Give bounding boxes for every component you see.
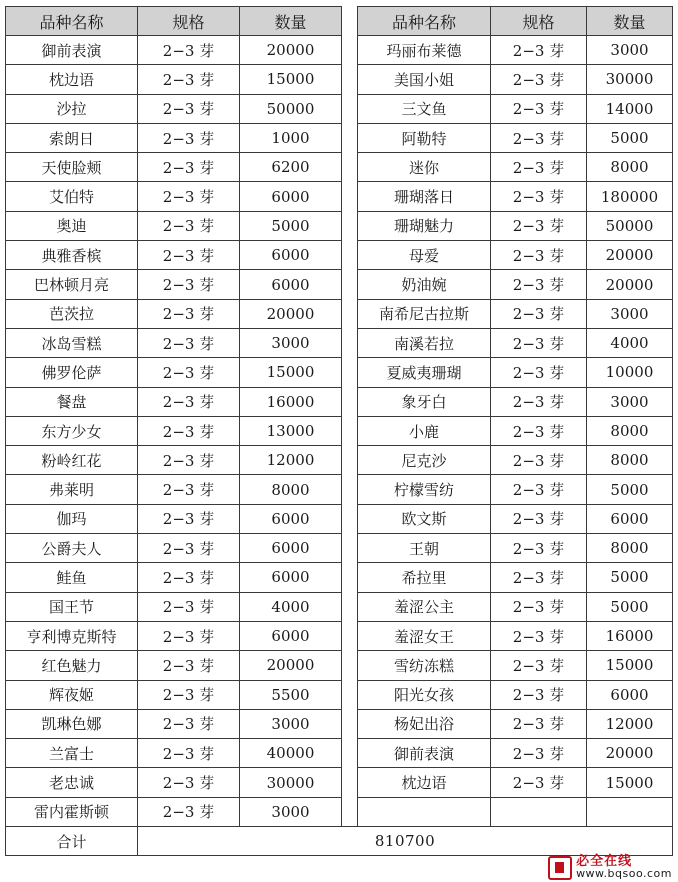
quantity-right: 15000 [587,768,673,797]
variety-name-left: 兰富士 [6,739,138,768]
variety-name-left: 奥迪 [6,211,138,240]
quantity-right: 10000 [587,358,673,387]
header-left-name: 品种名称 [6,7,138,36]
quantity-right: 5000 [587,563,673,592]
column-gap [342,739,358,768]
spec-right: 2−3 芽 [491,709,587,738]
variety-name-left: 国王节 [6,592,138,621]
spec-left: 2−3 芽 [138,94,240,123]
quantity-right: 8000 [587,534,673,563]
column-gap [342,621,358,650]
quantity-right: 8000 [587,153,673,182]
variety-quantity-table [5,6,673,856]
spec-left: 2−3 芽 [138,709,240,738]
column-gap [342,241,358,270]
table-row [6,153,673,182]
spec-right: 2−3 芽 [491,387,587,416]
header-right-name: 品种名称 [358,7,491,36]
spec-right: 2−3 芽 [491,299,587,328]
total-label: 合计 [6,827,138,856]
column-gap [342,7,358,36]
spec-right: 2−3 芽 [491,94,587,123]
quantity-left: 6000 [240,270,342,299]
table-row [6,709,673,738]
quantity-left: 40000 [240,739,342,768]
spec-left: 2−3 芽 [138,563,240,592]
column-gap [342,36,358,65]
table-row [6,797,673,826]
variety-name-right: 希拉里 [358,563,491,592]
quantity-left: 3000 [240,797,342,826]
quantity-right: 16000 [587,621,673,650]
spec-right: 2−3 芽 [491,270,587,299]
variety-name-left: 艾伯特 [6,182,138,211]
column-gap [342,182,358,211]
column-gap [342,94,358,123]
quantity-right: 30000 [587,65,673,94]
bqsoo-logo-icon [548,856,572,880]
variety-name-right: 母爱 [358,241,491,270]
quantity-left: 5500 [240,680,342,709]
variety-name-left: 沙拉 [6,94,138,123]
spec-right: 2−3 芽 [491,211,587,240]
variety-name-left: 老忠诚 [6,768,138,797]
quantity-right: 8000 [587,446,673,475]
spec-left: 2−3 芽 [138,797,240,826]
column-gap [342,153,358,182]
variety-name-right: 小鹿 [358,416,491,445]
table-row [6,739,673,768]
variety-name-right: 阳光女孩 [358,680,491,709]
column-gap [342,211,358,240]
table-body [6,36,673,827]
quantity-left: 13000 [240,416,342,445]
variety-name-right: 迷你 [358,153,491,182]
header-right-qty: 数量 [587,7,673,36]
quantity-left: 6000 [240,621,342,650]
spec-left: 2−3 芽 [138,182,240,211]
table-row [6,123,673,152]
column-gap [342,416,358,445]
quantity-right: 5000 [587,592,673,621]
column-gap [342,651,358,680]
spec-left: 2−3 芽 [138,153,240,182]
spec-right: 2−3 芽 [491,534,587,563]
variety-name-left: 雷内霍斯顿 [6,797,138,826]
variety-name-left: 餐盘 [6,387,138,416]
column-gap [342,680,358,709]
column-gap [342,709,358,738]
quantity-left: 6000 [240,504,342,533]
spec-left: 2−3 芽 [138,270,240,299]
quantity-left: 20000 [240,299,342,328]
spec-right: 2−3 芽 [491,36,587,65]
quantity-right [587,797,673,826]
variety-name-right: 尼克沙 [358,446,491,475]
spec-right: 2−3 芽 [491,651,587,680]
quantity-left: 3000 [240,328,342,357]
table-row [6,446,673,475]
table-row [6,563,673,592]
quantity-right: 12000 [587,709,673,738]
quantity-left: 1000 [240,123,342,152]
column-gap [342,592,358,621]
table-row [6,621,673,650]
quantity-left: 50000 [240,94,342,123]
quantity-right: 4000 [587,328,673,357]
quantity-left: 15000 [240,65,342,94]
spec-left: 2−3 芽 [138,299,240,328]
spec-left: 2−3 芽 [138,504,240,533]
table-row [6,328,673,357]
table-row [6,270,673,299]
variety-name-left: 枕边语 [6,65,138,94]
variety-name-left: 粉岭红花 [6,446,138,475]
spec-left: 2−3 芽 [138,65,240,94]
spec-right: 2−3 芽 [491,739,587,768]
variety-name-right: 阿勒特 [358,123,491,152]
variety-name-right: 夏威夷珊瑚 [358,358,491,387]
variety-name-left: 伽玛 [6,504,138,533]
spec-left: 2−3 芽 [138,680,240,709]
column-gap [342,504,358,533]
variety-name-left: 红色魅力 [6,651,138,680]
header-left-spec: 规格 [138,7,240,36]
quantity-right: 3000 [587,299,673,328]
spec-left: 2−3 芽 [138,475,240,504]
header-left-qty: 数量 [240,7,342,36]
column-gap [342,534,358,563]
table-row [6,299,673,328]
column-gap [342,270,358,299]
quantity-right: 3000 [587,36,673,65]
variety-name-right: 南溪若拉 [358,328,491,357]
quantity-left: 4000 [240,592,342,621]
spec-right: 2−3 芽 [491,416,587,445]
variety-name-left: 鲑鱼 [6,563,138,592]
table-row [6,504,673,533]
variety-name-right: 欧文斯 [358,504,491,533]
variety-name-left: 巴林顿月亮 [6,270,138,299]
total-row [6,827,673,856]
quantity-right: 3000 [587,387,673,416]
table-row [6,768,673,797]
quantity-left: 6200 [240,153,342,182]
variety-name-right: 象牙白 [358,387,491,416]
variety-name-right: 雪纺冻糕 [358,651,491,680]
variety-name-left: 天使脸颊 [6,153,138,182]
table-row [6,358,673,387]
quantity-right: 50000 [587,211,673,240]
table-row [6,241,673,270]
spec-right: 2−3 芽 [491,621,587,650]
table-row [6,416,673,445]
spec-left: 2−3 芽 [138,211,240,240]
quantity-left: 6000 [240,534,342,563]
column-gap [342,328,358,357]
spec-right: 2−3 芽 [491,563,587,592]
spec-right: 2−3 芽 [491,446,587,475]
total-value: 810700 [138,827,673,856]
variety-name-right: 御前表演 [358,739,491,768]
spec-right: 2−3 芽 [491,123,587,152]
quantity-left: 5000 [240,211,342,240]
watermark [548,856,672,880]
quantity-left: 6000 [240,182,342,211]
quantity-right: 14000 [587,94,673,123]
spec-left: 2−3 芽 [138,328,240,357]
spec-left: 2−3 芽 [138,768,240,797]
quantity-right: 20000 [587,270,673,299]
variety-name-right: 珊瑚落日 [358,182,491,211]
spec-left: 2−3 芽 [138,739,240,768]
column-gap [342,358,358,387]
spec-left: 2−3 芽 [138,123,240,152]
spec-left: 2−3 芽 [138,446,240,475]
table-row [6,534,673,563]
header-right-spec: 规格 [491,7,587,36]
spec-right: 2−3 芽 [491,241,587,270]
spec-right: 2−3 芽 [491,475,587,504]
quantity-right: 15000 [587,651,673,680]
column-gap [342,65,358,94]
variety-name-left: 亨利博克斯特 [6,621,138,650]
variety-name-left: 冰岛雪糕 [6,328,138,357]
column-gap [342,123,358,152]
quantity-right: 6000 [587,504,673,533]
quantity-left: 20000 [240,651,342,680]
spec-right: 2−3 芽 [491,504,587,533]
spec-right: 2−3 芽 [491,153,587,182]
variety-name-right: 玛丽布莱德 [358,36,491,65]
variety-name-left: 索朗日 [6,123,138,152]
variety-name-right: 王朝 [358,534,491,563]
watermark-cn: 必全在线 [576,854,633,869]
variety-name-left: 东方少女 [6,416,138,445]
variety-name-left: 弗莱明 [6,475,138,504]
quantity-right: 5000 [587,475,673,504]
table-header-row [6,7,673,36]
variety-name-right: 南希尼古拉斯 [358,299,491,328]
column-gap [342,797,358,826]
spec-right: 2−3 芽 [491,680,587,709]
quantity-left: 8000 [240,475,342,504]
spec-right [491,797,587,826]
spec-left: 2−3 芽 [138,416,240,445]
spec-left: 2−3 芽 [138,534,240,563]
variety-name-left: 佛罗伦萨 [6,358,138,387]
table-row [6,592,673,621]
spec-left: 2−3 芽 [138,651,240,680]
table-row [6,36,673,65]
table-row [6,65,673,94]
variety-name-left: 公爵夫人 [6,534,138,563]
column-gap [342,299,358,328]
variety-name-right: 珊瑚魅力 [358,211,491,240]
quantity-right: 180000 [587,182,673,211]
spec-left: 2−3 芽 [138,358,240,387]
variety-name-left: 芭茨拉 [6,299,138,328]
variety-name-left: 御前表演 [6,36,138,65]
spec-left: 2−3 芽 [138,241,240,270]
quantity-left: 3000 [240,709,342,738]
column-gap [342,387,358,416]
quantity-right: 5000 [587,123,673,152]
quantity-left: 12000 [240,446,342,475]
quantity-right: 6000 [587,680,673,709]
spec-left: 2−3 芽 [138,592,240,621]
quantity-left: 16000 [240,387,342,416]
column-gap [342,446,358,475]
spec-right: 2−3 芽 [491,182,587,211]
variety-name-right: 羞涩女王 [358,621,491,650]
table-row [6,387,673,416]
table-row [6,651,673,680]
quantity-right: 20000 [587,739,673,768]
variety-name-left: 典雅香槟 [6,241,138,270]
column-gap [342,768,358,797]
quantity-left: 6000 [240,563,342,592]
spec-left: 2−3 芽 [138,621,240,650]
watermark-url: www.bqsoo.com [576,867,672,880]
watermark-text [576,856,672,880]
table-row [6,680,673,709]
variety-name-right [358,797,491,826]
variety-name-right: 枕边语 [358,768,491,797]
table-row [6,182,673,211]
spec-left: 2−3 芽 [138,387,240,416]
quantity-right: 8000 [587,416,673,445]
quantity-left: 6000 [240,241,342,270]
variety-name-left: 凯琳色娜 [6,709,138,738]
spec-right: 2−3 芽 [491,328,587,357]
variety-name-right: 三文鱼 [358,94,491,123]
quantity-left: 15000 [240,358,342,387]
spec-right: 2−3 芽 [491,65,587,94]
variety-name-right: 羞涩公主 [358,592,491,621]
table-row [6,211,673,240]
quantity-left: 20000 [240,36,342,65]
column-gap [342,475,358,504]
variety-name-right: 奶油婉 [358,270,491,299]
column-gap [342,563,358,592]
spec-right: 2−3 芽 [491,358,587,387]
variety-name-right: 杨妃出浴 [358,709,491,738]
variety-name-right: 柠檬雪纺 [358,475,491,504]
spec-left: 2−3 芽 [138,36,240,65]
table-row [6,475,673,504]
quantity-right: 20000 [587,241,673,270]
table-row [6,94,673,123]
spec-right: 2−3 芽 [491,592,587,621]
variety-name-right: 美国小姐 [358,65,491,94]
quantity-left: 30000 [240,768,342,797]
spec-right: 2−3 芽 [491,768,587,797]
variety-name-left: 辉夜姬 [6,680,138,709]
